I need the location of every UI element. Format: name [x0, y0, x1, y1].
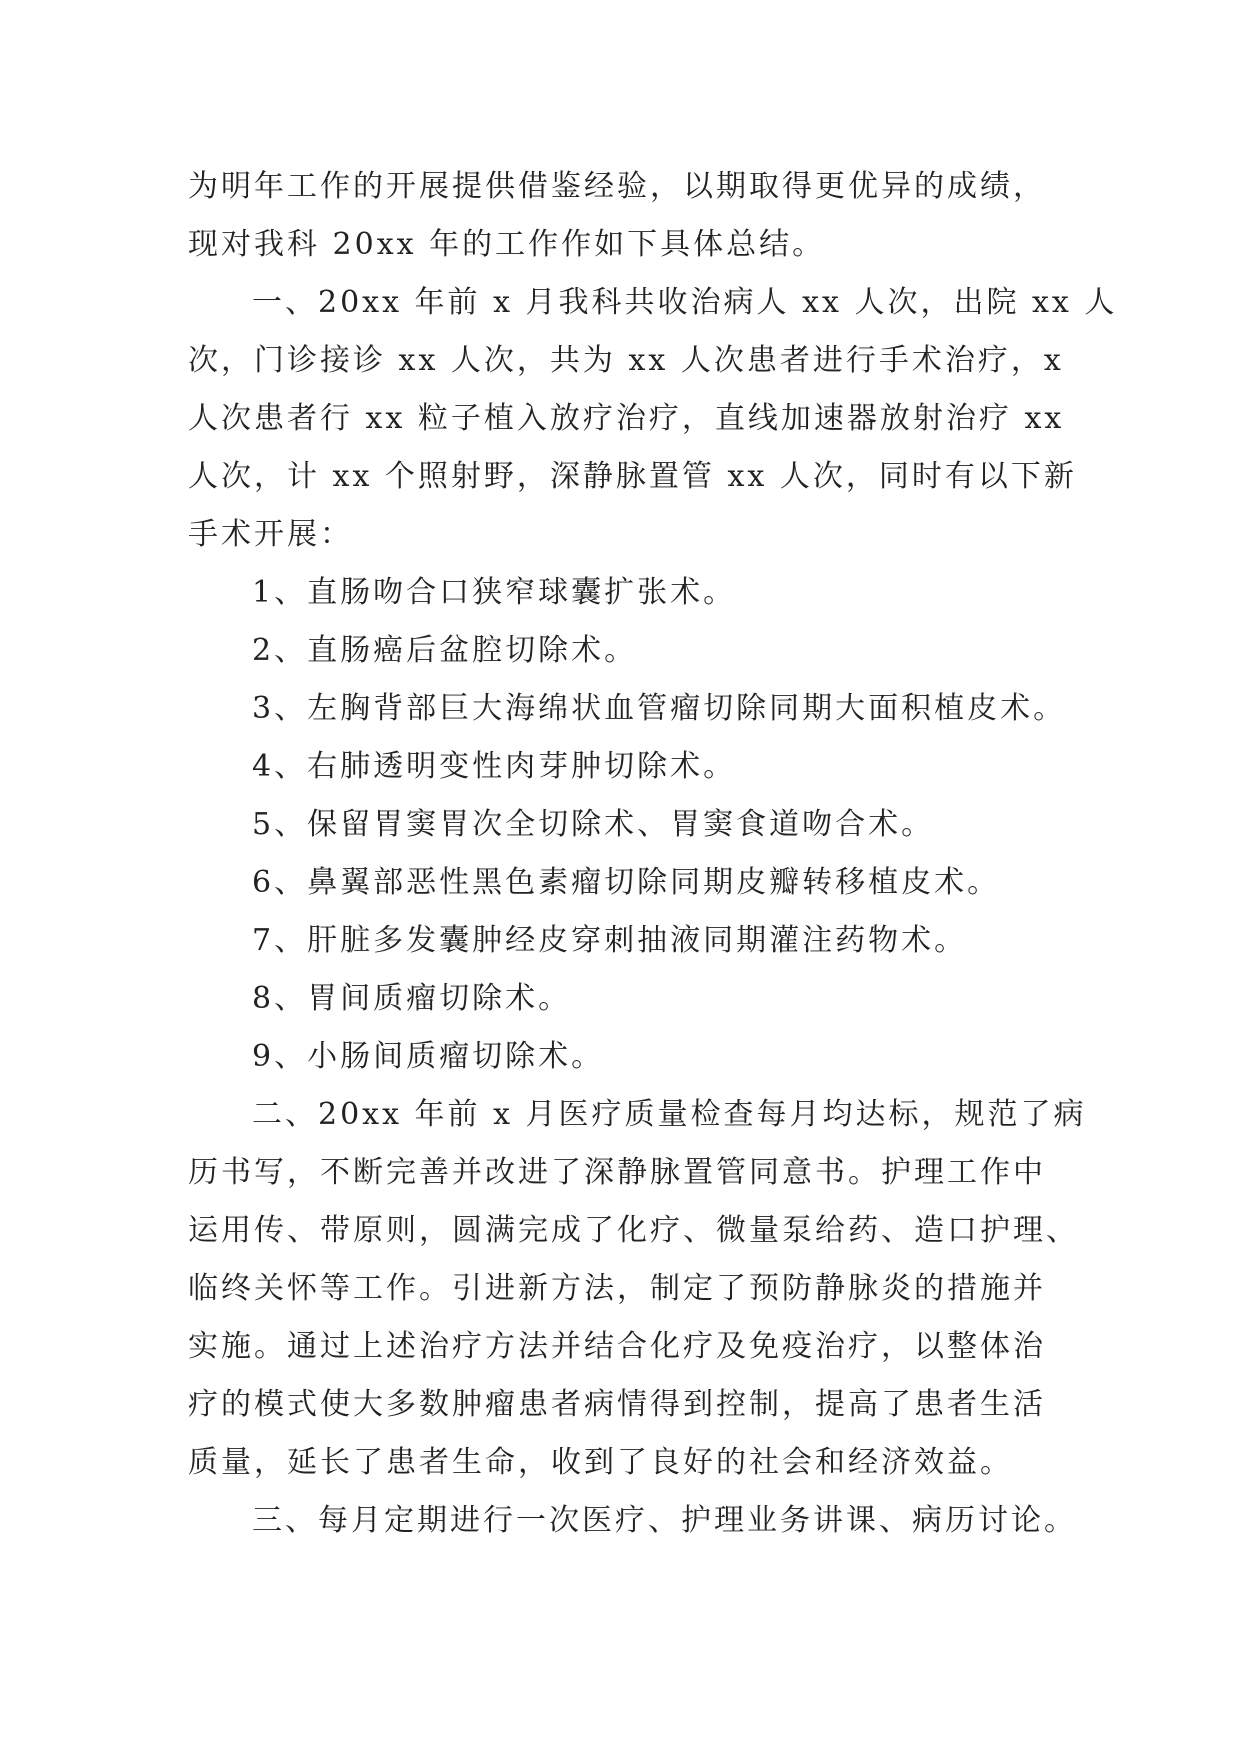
list-item: 4、右肺透明变性肉芽肿切除术。 [252, 749, 737, 784]
text-line: 疗的模式使大多数肿瘤患者病情得到控制，提高了患者生活 [188, 1387, 1046, 1422]
text-line: 为明年工作的开展提供借鉴经验，以期取得更优异的成绩， [188, 169, 1046, 204]
list-item: 8、胃间质瘤切除术。 [252, 981, 572, 1016]
text-line: 历书写，不断完善并改进了深静脉置管同意书。护理工作中 [188, 1155, 1046, 1190]
text-line: 质量，延长了患者生命，收到了良好的社会和经济效益。 [188, 1445, 1013, 1480]
list-item: 2、直肠癌后盆腔切除术。 [252, 633, 638, 668]
list-item: 3、左胸背部巨大海绵状血管瘤切除同期大面积植皮术。 [252, 691, 1067, 726]
list-item: 1、直肠吻合口狭窄球囊扩张术。 [252, 575, 737, 610]
text-line: 实施。通过上述治疗方法并结合化疗及免疫治疗，以整体治 [188, 1329, 1046, 1364]
text-line: 临终关怀等工作。引进新方法，制定了预防静脉炎的措施并 [188, 1271, 1046, 1306]
list-item: 6、鼻翼部恶性黑色素瘤切除同期皮瓣转移植皮术。 [252, 865, 1001, 900]
text-line: 现对我科 20xx 年的工作作如下具体总结。 [188, 227, 826, 262]
section-three-start: 三、每月定期进行一次医疗、护理业务讲课、病历讨论。 [252, 1503, 1077, 1538]
document-body [188, 158, 1118, 1550]
section-one-start: 一、20xx 年前 x 月我科共收治病人 xx 人次，出院 xx 人 [252, 285, 1118, 320]
text-line: 运用传、带原则，圆满完成了化疗、微量泵给药、造口护理、 [188, 1213, 1079, 1248]
list-item: 9、小肠间质瘤切除术。 [252, 1039, 605, 1074]
text-line: 次，门诊接诊 xx 人次，共为 xx 人次患者进行手术治疗，x [188, 343, 1064, 378]
text-line: 人次患者行 xx 粒子植入放疗治疗，直线加速器放射治疗 xx [188, 401, 1065, 436]
text-line: 人次，计 xx 个照射野，深静脉置管 xx 人次，同时有以下新 [188, 459, 1077, 494]
section-two-start: 二、20xx 年前 x 月医疗质量检查每月均达标，规范了病 [252, 1097, 1087, 1132]
text-line: 手术开展： [188, 517, 353, 552]
list-item: 5、保留胃窦胃次全切除术、胃窦食道吻合术。 [252, 807, 935, 842]
list-item: 7、肝脏多发囊肿经皮穿刺抽液同期灌注药物术。 [252, 923, 968, 958]
